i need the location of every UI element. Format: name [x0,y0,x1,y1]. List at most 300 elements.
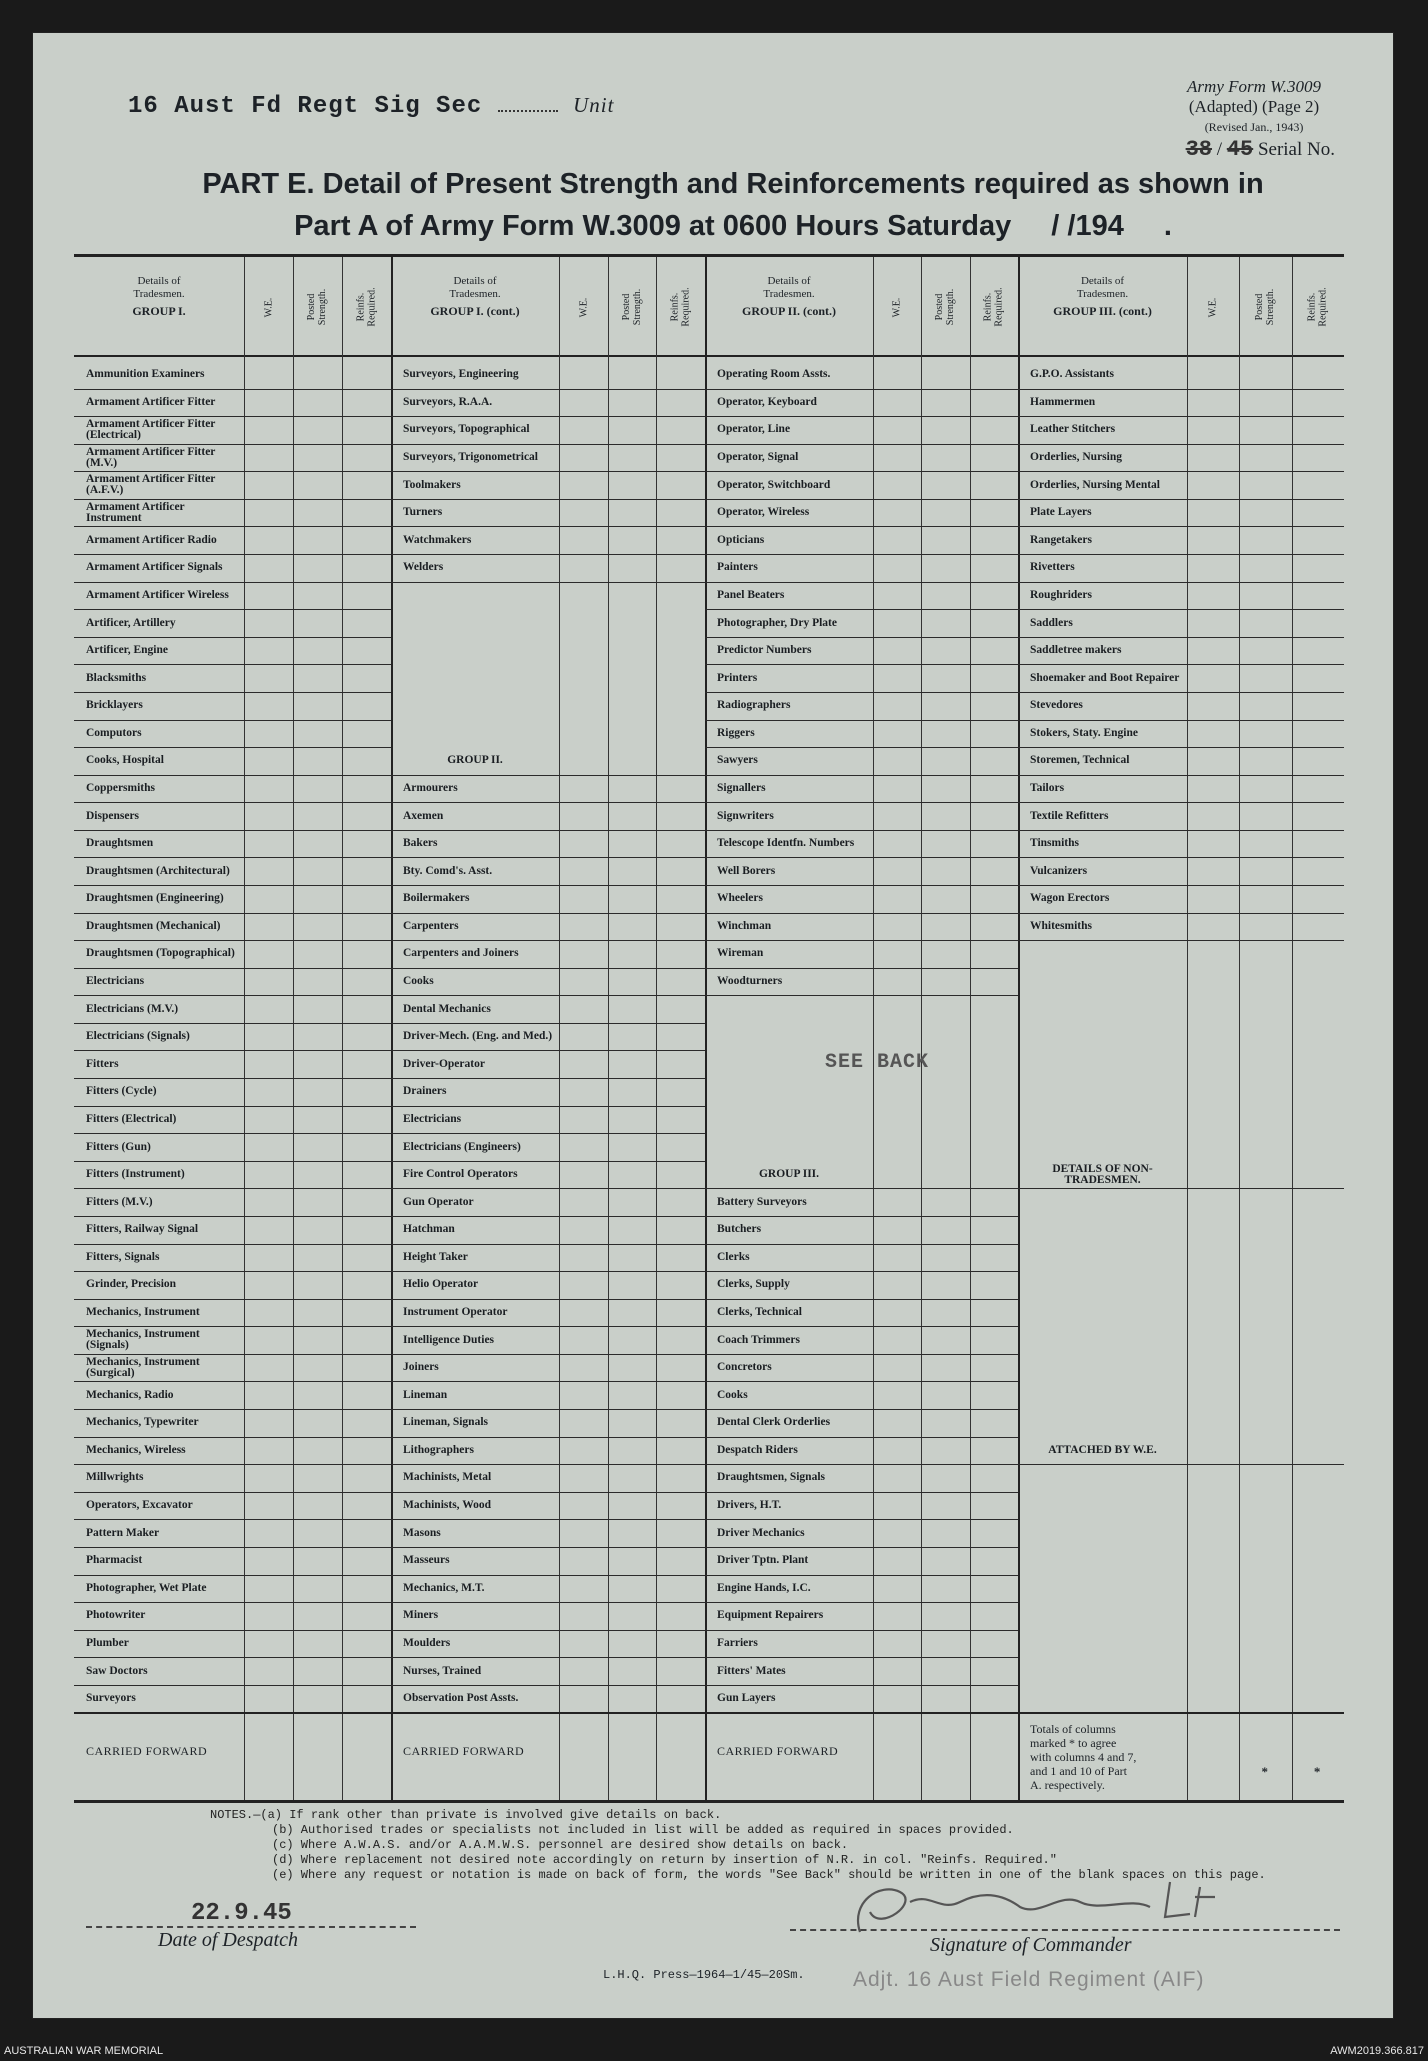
col2-we-rotated [559,265,608,349]
col4-posted-rotated [1239,265,1291,349]
col4-row-label [1030,1106,1185,1134]
col2-row-label: GROUP II. [447,754,503,767]
col2-reinfs-label: Reinfs. Required. [669,287,692,327]
tradesmen-table [74,254,1344,1803]
col2-row [391,1326,705,1355]
col1-row [74,913,391,942]
col1-row-label: Ammunition Examiners [86,368,205,381]
col4-row-label [1030,1078,1185,1106]
col3-row-label: Photographer, Dry Plate [717,616,837,629]
col2-row [391,747,705,776]
note-e: (e) Where any request or notation is made on back of form, the words "See Back" should be written in one of the blank spaces on this page. [272,1868,1266,1882]
col2-row [391,885,705,914]
col4-header-line: Tradesmen. [1076,288,1129,300]
col2-row-label: Watchmakers [403,533,472,546]
col1-reinfs-rotated [342,265,391,349]
col4-row-label [1030,1464,1185,1492]
col1-row [74,1575,391,1604]
col2-row [391,637,705,665]
col3-row-label: Fitters' Mates [717,1664,786,1677]
col3-row [705,1657,1018,1686]
col2-row [391,1023,705,1052]
col4-row [1018,361,1344,390]
col2-row [391,1602,705,1631]
col4-row [1018,526,1344,555]
col2-row [391,1519,705,1548]
col2-row [391,526,705,555]
col1-row [74,940,391,969]
col4-row-label [1030,1051,1185,1079]
col4-row [1018,637,1344,666]
col4-row [1018,609,1344,638]
col1-row [74,857,391,886]
note-a: NOTES.—(a) If rank other than private is involved give details on back. [210,1808,722,1822]
col4-row [1018,1381,1344,1409]
col2-row-label: Machinists, Wood [403,1499,491,1512]
col4-row [1018,1685,1344,1713]
col3-row-label: Operator, Line [717,423,791,436]
col1-row [74,361,391,390]
col2-row [391,968,705,997]
col4-row-label [1030,1685,1185,1713]
col4-row-label [1030,1381,1185,1409]
col4-row-label [1030,1657,1185,1685]
col4-row-label [1030,1133,1185,1161]
col1-row [74,1602,391,1631]
col4-row [1018,416,1344,445]
serial-label: Serial No. [1257,139,1335,160]
col2-row [391,554,705,583]
col2-row-label: Joiners [403,1361,439,1374]
col2-row [391,1133,705,1162]
col3-row-label: Sawyers [717,754,758,767]
col4-row-label [1030,1244,1185,1272]
col3-row [705,1381,1018,1410]
col2-row-label: Bty. Comd's. Asst. [403,864,493,877]
col3-row-label: Draughtsmen, Signals [717,1471,825,1484]
total-marker: * [1313,1764,1321,1780]
col1-row-label: Blacksmiths [86,671,147,684]
col4-row [1018,1078,1344,1106]
col2-row [391,913,705,942]
col3-row [705,1409,1018,1438]
col3-row [705,1216,1018,1245]
credit-right: AWM2019.366.817 [1330,2045,1424,2057]
col1-row [74,995,391,1024]
col1-row [74,1354,391,1383]
col4-posted-header [1239,257,1291,357]
col2-row-label [403,637,557,665]
col2-row [391,1161,705,1190]
col1-row [74,1492,391,1521]
totals-note-line: Totals of columns [1030,1722,1116,1737]
col2-row-label: Fire Control Operators [403,1168,518,1181]
col1-row [74,968,391,997]
col3-row-label: Winchman [717,919,772,932]
col1-row-label: Photowriter [86,1609,146,1622]
col3-row-label: Cooks [717,1388,748,1401]
col2-row [391,1464,705,1493]
totals-note-line: A. respectively. [1030,1778,1105,1793]
col4-row-label: Textile Refitters [1030,809,1109,822]
col4-row [1018,1133,1344,1161]
col1-row [74,830,391,859]
col2-row-label: Boilermakers [403,892,470,905]
page-title [143,163,1323,247]
col2-row [391,692,705,720]
col1-row-label: Mechanics, Instrument (Surgical) [86,1355,200,1379]
col4-row [1018,1271,1344,1299]
col2-reinfs-header [656,257,705,357]
col1-row-label: Pharmacist [86,1554,143,1567]
credit-left: AUSTRALIAN WAR MEMORIAL [4,2045,164,2057]
col3-row [705,940,1018,969]
col3-row-label: Opticians [717,533,765,546]
col4-row [1018,1023,1344,1051]
col2-row [391,720,705,748]
col1-row [74,1299,391,1328]
col1-header-label [74,275,244,318]
col2-header-line: Tradesmen. [449,288,501,300]
col4-row [1018,1575,1344,1603]
col1-row-label: Fitters (M.V.) [86,1195,153,1208]
col3-row-label: Engine Hands, I.C. [717,1581,811,1594]
see-back-stamp: SEE BACK [825,1050,930,1074]
col1-row [74,499,391,528]
col2-row [391,1437,705,1466]
col2-row-label: Drainers [403,1085,447,1098]
col1-row-label: Surveyors [86,1692,136,1705]
col2-header-label [391,275,559,318]
col3-row [705,1188,1018,1217]
col2-row [391,940,705,969]
col1-row-label: Fitters [86,1057,119,1070]
col2-posted-rotated [608,265,657,349]
col3-row [705,1630,1018,1659]
col4-row [1018,1602,1344,1630]
col4-we-header [1187,257,1239,357]
col4-reinfs-rotated [1292,265,1344,349]
signature-label: Signature of Commander [930,1934,1132,1956]
col1-header [74,257,244,357]
col1-row [74,1519,391,1548]
col1-row [74,1409,391,1438]
col2-reinfs-rotated [656,265,705,349]
col4-row [1018,1188,1344,1216]
col2-row-label [403,720,557,748]
despatch-date: 22.9.45 [191,1900,292,1927]
col3-row [705,361,1018,390]
col3-row [705,471,1018,500]
col3-row [705,1519,1018,1548]
col3-header [705,257,873,357]
unit-line [128,93,688,120]
col4-row [1018,664,1344,693]
col2-row [391,1547,705,1576]
col1-header-line: Tradesmen. [133,288,185,300]
col3-reinfs-label: Reinfs. Required. [982,287,1005,327]
title-date: / /194 [1051,210,1124,242]
col4-header-label [1018,275,1187,318]
col4-row-label [1030,1547,1185,1575]
col1-row [74,1326,391,1355]
col1-row [74,1133,391,1162]
col4-row-label: Roughriders [1030,588,1092,601]
col4-row [1018,1630,1344,1658]
col4-row [1018,1547,1344,1575]
col2-we-header [559,257,608,357]
col4-we-label: W.E. [1207,297,1219,317]
col3-row-label: Telescope Identfn. Numbers [717,837,855,850]
col3-row-label: Operator, Switchboard [717,478,831,491]
col2-row-label: Cooks [403,975,434,988]
col2-header [391,257,559,357]
col1-row-label: Electricians (M.V.) [86,1002,179,1015]
col2-row-label: Bakers [403,837,438,850]
form-reference [1187,77,1321,137]
col3-row-label: Butchers [717,1223,762,1236]
col1-reinfs-header [342,257,391,357]
col4-row [1018,1519,1344,1547]
col4-row-label [1030,1630,1185,1658]
col4-row-label [1030,1602,1185,1630]
col1-row [74,609,391,638]
col4-row-label [1030,1492,1185,1520]
col3-header-line: Details of [767,275,811,287]
col2-row [391,416,705,445]
col1-row [74,775,391,804]
col1-row-label: Armament Artificer Fitter (Electrical) [86,417,216,441]
col1-row-label: Mechanics, Radio [86,1388,174,1401]
col3-row [705,1078,1018,1106]
col3-row-label: Clerks, Supply [717,1278,790,1291]
col3-row-label: Driver Tptn. Plant [717,1554,809,1567]
col4-row-label: Tinsmiths [1030,837,1080,850]
col2-row-label: Carpenters [403,919,459,932]
col4-row [1018,1106,1344,1134]
col4-row [1018,940,1344,968]
serial-value: 45 [1226,137,1254,162]
col1-row-label: Armament Artificer Fitter (M.V.) [86,445,216,469]
col4-row-label: Storemen, Technical [1030,754,1130,767]
col1-row-label: Armament Artificer Signals [86,561,223,574]
col1-row [74,1051,391,1080]
col1-row-label: Draughtsmen (Topographical) [86,947,235,960]
col3-row [705,1492,1018,1521]
col3-row [705,885,1018,914]
col2-row [391,830,705,859]
col2-we-label: W.E. [577,297,589,317]
col4-row-label: Plate Layers [1030,506,1092,519]
col4-row-label [1030,1271,1185,1299]
col4-row-label: Stevedores [1030,699,1083,712]
col2-row-label: Masseurs [403,1554,450,1567]
note-b: (b) Authorised trades or specialists not included in list will be added as required in spaces provided. [272,1823,1014,1837]
col4-row [1018,1437,1344,1466]
col2-row [391,1630,705,1659]
col4-row-label: Stokers, Staty. Engine [1030,726,1138,739]
note-c: (c) Where A.W.A.S. and/or A.A.M.W.S. personnel are desired show details on back. [272,1838,849,1852]
col4-row-label: Shoemaker and Boot Repairer [1030,671,1180,684]
title-line2: Part A of Army Form W.3009 at 0600 Hours Saturday [294,210,1012,242]
col2-row [391,1271,705,1300]
despatch-label: Date of Despatch [158,1929,298,1951]
col3-row [705,526,1018,555]
col4-row-label: DETAILS OF NON-TRADESMEN. [1052,1162,1153,1186]
col4-row-label [1030,1575,1185,1603]
unit-label: Unit [573,93,615,117]
col4-row-label: Vulcanizers [1030,864,1088,877]
col3-row-label: Panel Beaters [717,588,785,601]
col2-row [391,1051,705,1080]
col4-row [1018,499,1344,528]
col3-row-label: Riggers [717,726,755,739]
col1-row-label: Fitters (Gun) [86,1140,151,1153]
col1-row [74,526,391,555]
col1-row [74,664,391,693]
note-d: (d) Where replacement not desired note accordingly on return by insertion of N.R. in col. "Reinfs. Required." [272,1853,1057,1867]
col1-row [74,1437,391,1466]
col3-row [705,1106,1018,1134]
unit-value: 16 Aust Fd Regt Sig Sec [128,93,483,120]
col2-header-line: Details of [453,275,497,287]
col3-row [705,1244,1018,1273]
col4-row [1018,802,1344,831]
col3-row-label: Farriers [717,1636,758,1649]
col3-row-label: Concretors [717,1361,772,1374]
col1-row-label: Saw Doctors [86,1664,148,1677]
col1-row-label: Armament Artificer Radio [86,533,217,546]
col3-posted-rotated [921,265,969,349]
col4-row [1018,471,1344,500]
col3-row [705,582,1018,611]
col2-row [391,1685,705,1714]
col4-row-label: Hammermen [1030,395,1096,408]
col2-row-label: Axemen [403,809,444,822]
col2-row [391,1078,705,1107]
col4-row [1018,1409,1344,1437]
col4-row-label [1030,1216,1185,1244]
col1-row [74,1630,391,1659]
col3-reinfs-rotated [970,265,1018,349]
col4-row [1018,830,1344,859]
col2-row [391,1409,705,1438]
col2-row-label: Surveyors, Topographical [403,423,530,436]
col2-row-label: Masons [403,1526,441,1539]
col1-row-label: Armament Artificer Fitter [86,395,216,408]
col3-row [705,444,1018,473]
col4-row-label: Rangetakers [1030,533,1092,546]
col1-row [74,720,391,749]
col3-row-label: Wheelers [717,892,763,905]
col4-row [1018,1244,1344,1272]
col3-row-label: Painters [717,561,758,574]
col3-row [705,1271,1018,1300]
col4-row [1018,1299,1344,1327]
col4-row [1018,1657,1344,1685]
col3-row-label: Despatch Riders [717,1443,798,1456]
col4-row-label: Saddletree makers [1030,644,1122,657]
col1-posted-header [293,257,342,357]
col2-row [391,471,705,500]
col3-row [705,775,1018,804]
col2-row [391,995,705,1024]
col1-row-label: Dispensers [86,809,140,822]
col3-row [705,802,1018,831]
col1-row-label: Fitters, Signals [86,1250,160,1263]
col4-row-label [1030,1299,1185,1327]
col3-row-label: GROUP III. [758,1168,820,1181]
col3-we-label: W.E. [891,297,903,317]
col4-row [1018,747,1344,776]
col4-row [1018,1354,1344,1382]
col2-row-label: Machinists, Metal [403,1471,492,1484]
col4-header-line: Details of [1080,275,1125,287]
col2-row-label: Observation Post Assts. [403,1692,519,1705]
col3-we-rotated [873,265,921,349]
form-adapted: (Adapted) (Page 2) [1188,97,1320,116]
col1-row-label: Operators, Excavator [86,1499,193,1512]
title-line1: PART E. Detail of Present Strength and Reinforcements required as shown in [202,168,1264,200]
col3-row [705,1299,1018,1328]
col1-row [74,1106,391,1135]
col4-row [1018,968,1344,996]
col2-row-label: Driver-Mech. (Eng. and Med.) [403,1030,553,1043]
col1-row-label: Coppersmiths [86,781,156,794]
col2-row-label: Miners [403,1609,439,1622]
total-marker: * [1261,1764,1268,1780]
col3-header-line: Tradesmen. [763,288,815,300]
col4-row [1018,775,1344,804]
col3-row [705,968,1018,997]
col2-row [391,664,705,692]
col3-row-label: Operator, Keyboard [717,395,817,408]
col2-row-label: Moulders [403,1636,451,1649]
col2-row [391,1354,705,1383]
col4-row [1018,720,1344,749]
title-dot: . [1163,210,1172,242]
col4-row-label [1030,995,1185,1023]
col1-row [74,1078,391,1107]
col1-row [74,637,391,666]
col2-row-label: Instrument Operator [403,1306,508,1318]
col3-row [705,1602,1018,1631]
col2-row-label [403,692,557,720]
col2-row [391,1657,705,1686]
col2-posted-label: Posted Strength. [620,288,643,326]
signature-rule [790,1929,1340,1931]
col2-row-label: Lithographers [403,1443,474,1456]
col2-row [391,1299,705,1328]
col4-row-label [1030,1409,1185,1437]
col1-posted-rotated [293,265,342,349]
col1-we-label: W.E. [262,297,274,317]
col1-carried-forward: CARRIED FORWARD [86,1744,208,1759]
col3-row [705,637,1018,666]
col4-row-label: Rivetters [1030,561,1075,574]
col1-row [74,471,391,500]
col1-row [74,389,391,418]
col1-row [74,582,391,611]
col3-row [705,416,1018,445]
col3-row-label: Clerks [717,1250,750,1263]
col3-row-label: Battery Surveyors [717,1195,807,1208]
serial-sep: / [1216,139,1223,160]
col3-row-label: Coach Trimmers [717,1333,800,1346]
col4-row [1018,582,1344,611]
printer-imprint: L.H.Q. Press—1964—1/45—20Sm. [603,1968,805,1982]
col3-row-label: Operating Room Assts. [717,368,831,381]
